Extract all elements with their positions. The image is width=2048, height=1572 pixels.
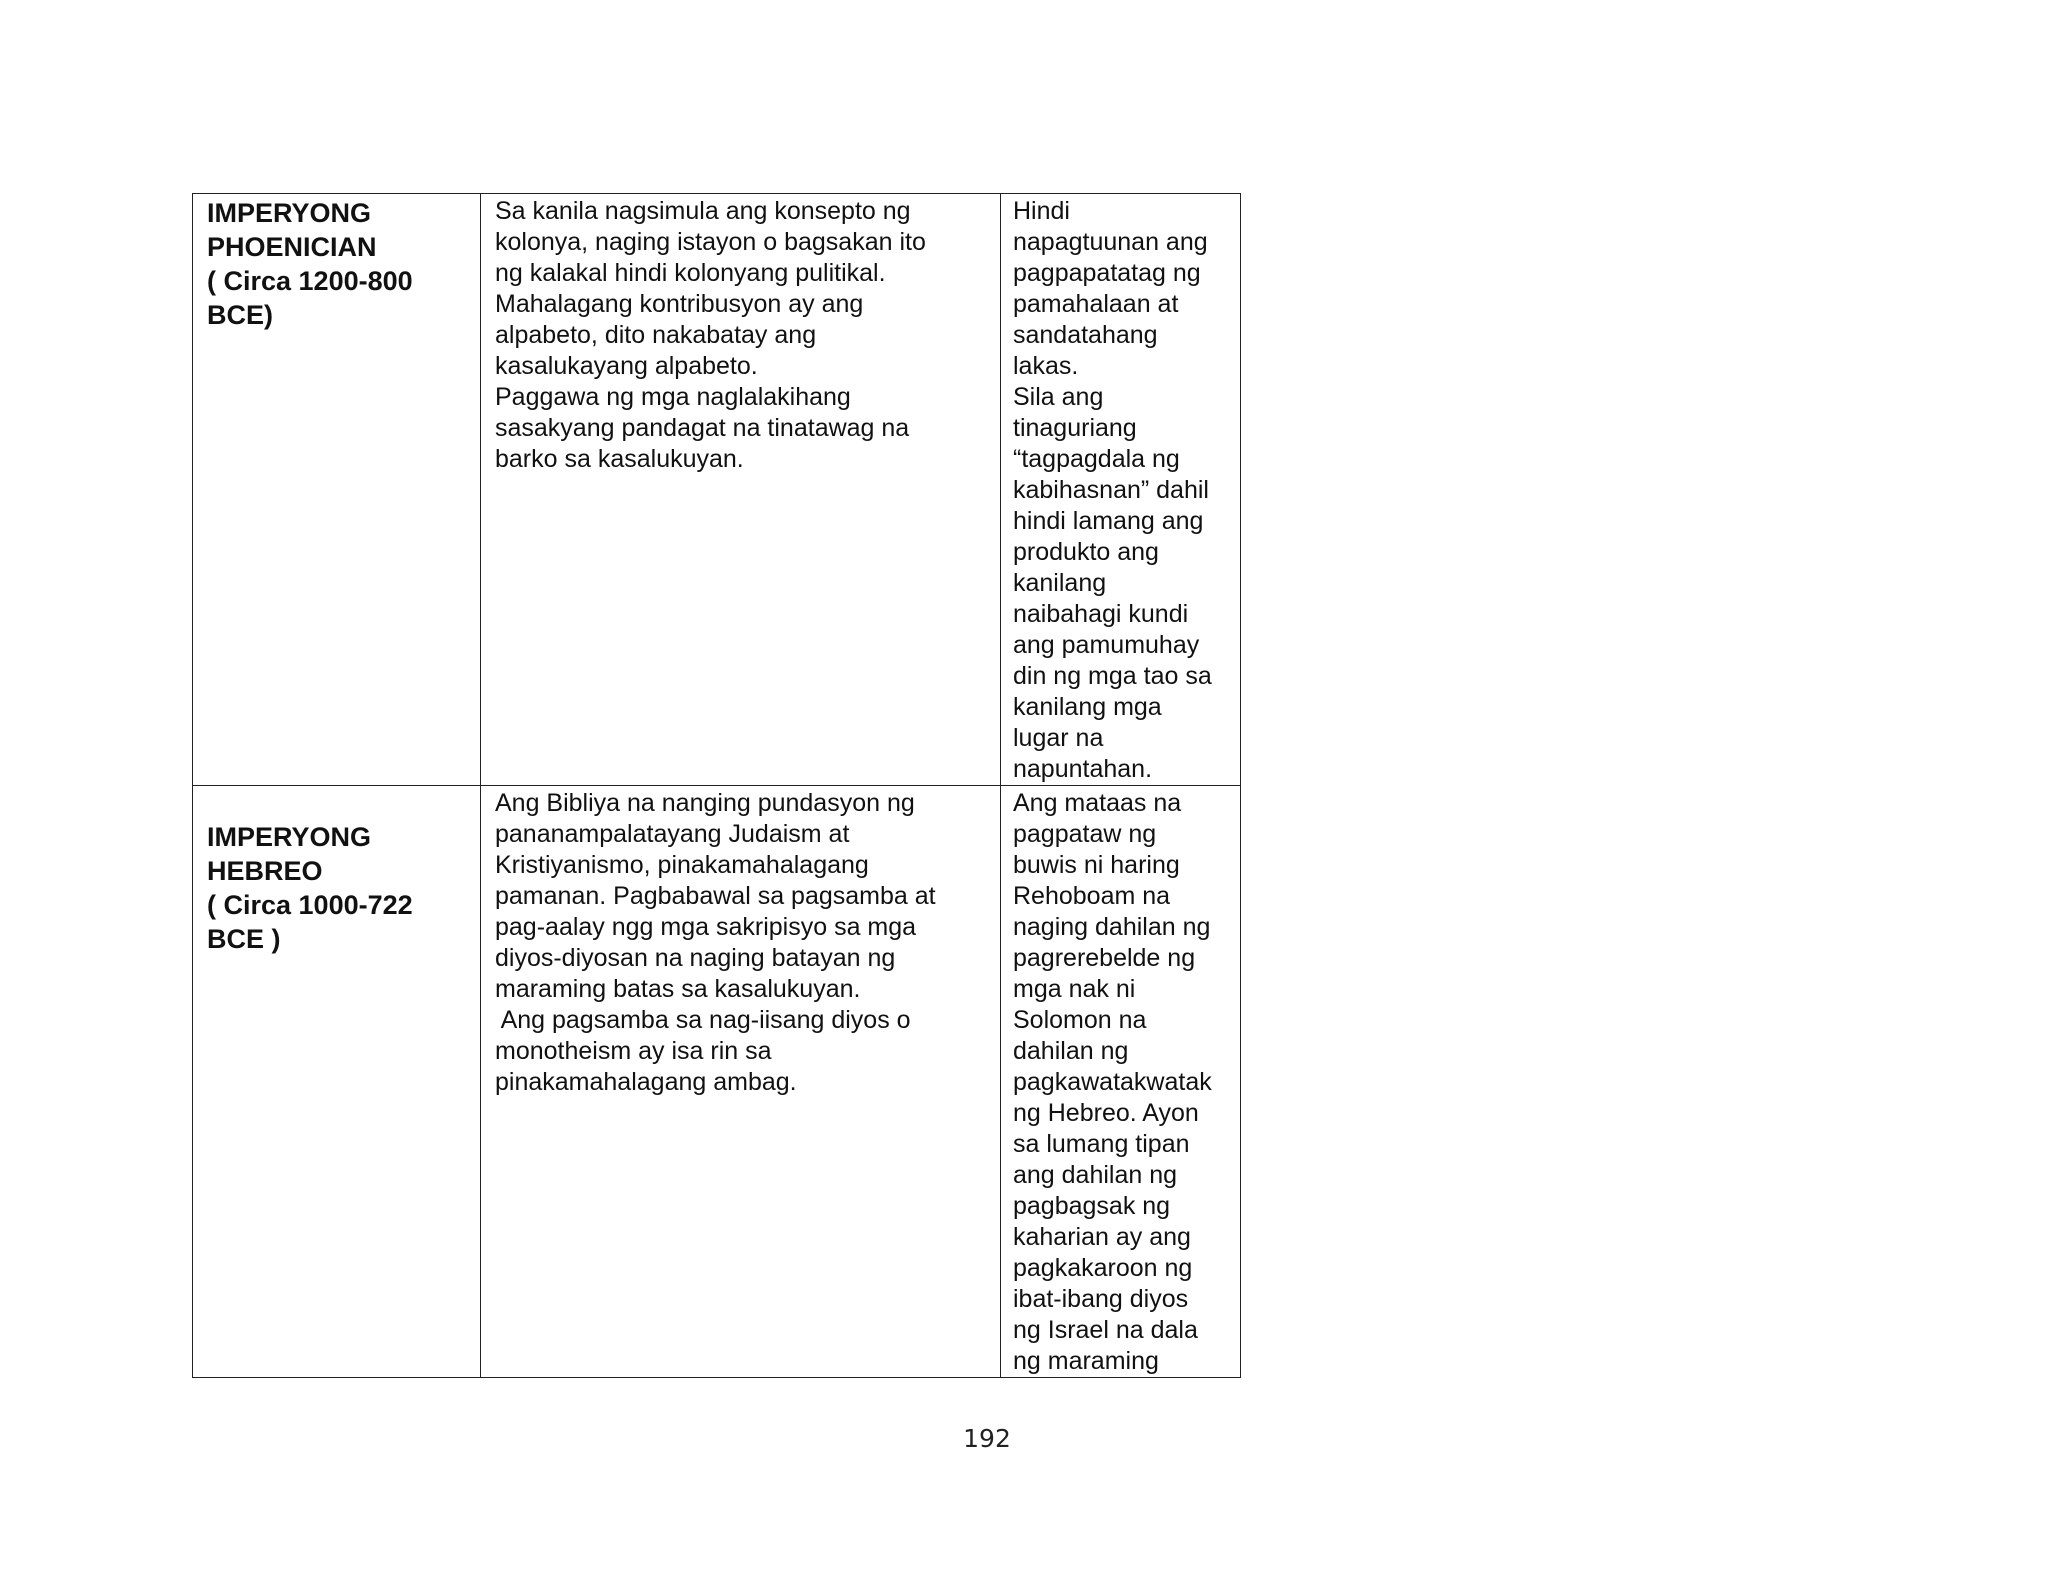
text-line: barko sa kasalukuyan. (495, 445, 744, 473)
table-row (193, 786, 1241, 1378)
notes-cell (1001, 786, 1241, 1378)
text-line: pagbagsak ng (1013, 1192, 1171, 1220)
text-line: dahilan ng (1013, 1037, 1129, 1065)
text-line: kaharian ay ang (1013, 1223, 1191, 1251)
empire-heading-line: PHOENICIAN (207, 232, 377, 262)
text-line: naibahagi kundi (1013, 600, 1189, 628)
empire-heading-line: ( Circa 1200-800 (207, 266, 413, 296)
text-line: ng Israel na dala (1013, 1316, 1198, 1344)
empire-heading-line: IMPERYONG (207, 822, 372, 852)
empire-name-cell (193, 194, 481, 786)
empire-name-cell (193, 786, 481, 1378)
text-line: ibat-ibang diyos (1013, 1285, 1189, 1313)
empire-heading-line: IMPERYONG (207, 198, 372, 228)
text-line: pagrerebelde ng (1013, 944, 1196, 972)
text-line: naging dahilan ng (1013, 913, 1211, 941)
notes-cell (1001, 194, 1241, 786)
text-line: Hindi (1013, 197, 1070, 225)
text-line: ang dahilan ng (1013, 1161, 1178, 1189)
empire-heading-line: ( Circa 1000-722 (207, 890, 413, 920)
text-line: ng maraming (1013, 1347, 1159, 1375)
text-line: Ang pagsamba sa nag-iisang diyos o (495, 1006, 911, 1034)
text-line: kanilang (1013, 569, 1107, 597)
text-line: ang pamumuhay (1013, 631, 1200, 659)
text-line: kolonya, naging istayon o bagsakan ito (495, 228, 926, 256)
text-line: mga nak ni (1013, 975, 1136, 1003)
text-line: produkto ang (1013, 538, 1159, 566)
empires-table (192, 193, 1241, 1378)
text-line: “tagpagdala ng (1013, 445, 1180, 473)
contributions-cell (481, 194, 1001, 786)
text-line: Kristiyanismo, pinakamahalagang (495, 851, 869, 879)
text-line: pagpataw ng (1013, 820, 1157, 848)
text-line: monotheism ay isa rin sa (495, 1037, 772, 1065)
text-line: Ang mataas na (1013, 789, 1182, 817)
notes-text (1001, 786, 1240, 1377)
text-line: pananampalatayang Judaism at (495, 820, 850, 848)
text-line: Sa kanila nagsimula ang konsepto ng (495, 197, 911, 225)
text-line: sa lumang tipan (1013, 1130, 1190, 1158)
text-line: ng Hebreo. Ayon (1013, 1099, 1199, 1127)
text-line: napagtuunan ang (1013, 228, 1208, 256)
empire-heading (193, 786, 480, 956)
text-line: pinakamahalagang ambag. (495, 1068, 797, 1096)
empire-heading-line: BCE) (207, 300, 273, 330)
text-line: sasakyang pandagat na tinatawag na (495, 414, 910, 442)
text-line: pagpapatatag ng (1013, 259, 1201, 287)
text-line: Solomon na (1013, 1006, 1147, 1034)
text-line: din ng mga tao sa (1013, 662, 1212, 690)
text-line: Mahalagang kontribusyon ay ang (495, 290, 864, 318)
table-row (193, 194, 1241, 786)
text-line: kasalukayang alpabeto. (495, 352, 758, 380)
text-line: lakas. (1013, 352, 1079, 380)
text-line: Rehoboam na (1013, 882, 1171, 910)
text-line: maraming batas sa kasalukuyan. (495, 975, 861, 1003)
text-line: napuntahan. (1013, 755, 1153, 783)
empire-heading-line: HEBREO (207, 856, 323, 886)
page-number: 192 (963, 1424, 1011, 1453)
text-line: Ang Bibliya na nanging pundasyon ng (495, 789, 915, 817)
text-line: Sila ang (1013, 383, 1104, 411)
text-line: pagkawatakwatak (1013, 1068, 1212, 1096)
text-line: ng kalakal hindi kolonyang pulitikal. (495, 259, 886, 287)
text-line: buwis ni haring (1013, 851, 1180, 879)
text-line: lugar na (1013, 724, 1104, 752)
contributions-cell (481, 786, 1001, 1378)
text-line: kabihasnan” dahil (1013, 476, 1209, 504)
text-line: alpabeto, dito nakabatay ang (495, 321, 817, 349)
contributions-text (481, 194, 1000, 475)
text-line: diyos-diyosan na naging batayan ng (495, 944, 896, 972)
text-line: kanilang mga (1013, 693, 1162, 721)
text-line: pagkakaroon ng (1013, 1254, 1193, 1282)
text-line: Paggawa ng mga naglalakihang (495, 383, 851, 411)
contributions-text (481, 786, 1000, 1098)
text-line: pamahalaan at (1013, 290, 1179, 318)
text-line: sandatahang (1013, 321, 1158, 349)
text-line: pag-aalay ngg mga sakripisyo sa mga (495, 913, 917, 941)
text-line: hindi lamang ang (1013, 507, 1204, 535)
empire-heading-line: BCE ) (207, 924, 281, 954)
text-line: tinaguriang (1013, 414, 1137, 442)
empire-heading (193, 194, 480, 332)
notes-text (1001, 194, 1240, 785)
text-line: pamanan. Pagbabawal sa pagsamba at (495, 882, 936, 910)
